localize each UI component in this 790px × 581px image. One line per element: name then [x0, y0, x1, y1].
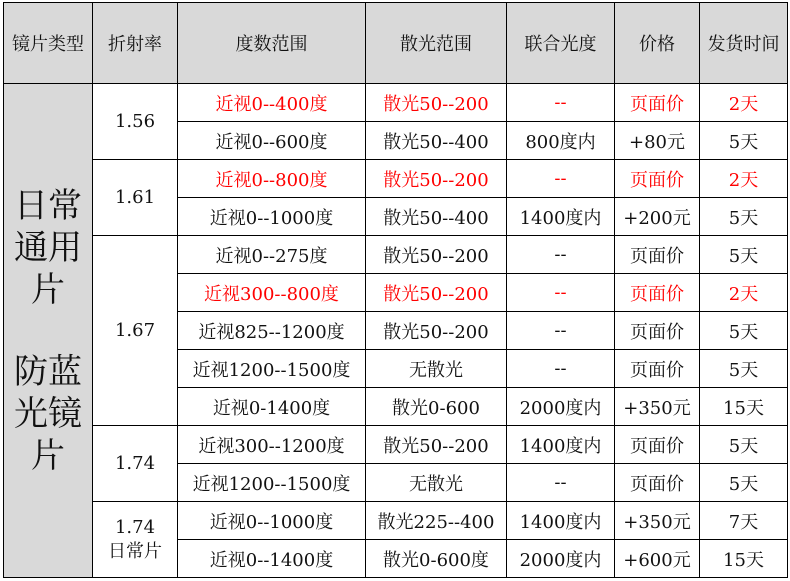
price-cell: 页面价: [615, 160, 700, 198]
table-row: [4, 426, 788, 464]
header-degree-range: 度数范围: [178, 3, 366, 84]
lens-type-line: 日常: [14, 185, 82, 226]
combined-cell: 2000度内: [507, 388, 615, 426]
combined-cell: 800度内: [507, 122, 615, 160]
header-ship-time: 发货时间: [700, 3, 788, 84]
header-astigmatism-range: 散光范围: [366, 3, 507, 84]
degree-cell: 近视0--600度: [178, 122, 366, 160]
combined-cell: --: [507, 312, 615, 350]
combined-cell: 1400度内: [507, 502, 615, 540]
refractive-index-note: 日常片: [108, 540, 162, 562]
price-cell: +350元: [615, 502, 700, 540]
header-combined-power: 联合光度: [507, 3, 615, 84]
astigmatism-cell: 散光50--400: [366, 122, 507, 160]
combined-cell: 2000度内: [507, 540, 615, 578]
price-cell: 页面价: [615, 426, 700, 464]
astigmatism-cell: 无散光: [366, 464, 507, 502]
price-cell: 页面价: [615, 274, 700, 312]
astigmatism-cell: 散光50--200: [366, 274, 507, 312]
degree-cell: 近视1200--1500度: [178, 464, 366, 502]
astigmatism-cell: 散光0-600度: [366, 540, 507, 578]
price-cell: 页面价: [615, 464, 700, 502]
lens-type-line: 光镜: [14, 393, 82, 434]
table-row: [4, 84, 788, 122]
table-row: [4, 236, 788, 274]
ship-time-cell: 5天: [700, 236, 788, 274]
lens-price-table: [3, 2, 788, 578]
ship-time-cell: 5天: [700, 350, 788, 388]
refractive-index-cell: 1.67: [93, 236, 178, 426]
degree-cell: 近视0--1000度: [178, 198, 366, 236]
price-cell: 页面价: [615, 84, 700, 122]
price-cell: +600元: [615, 540, 700, 578]
price-cell: 页面价: [615, 350, 700, 388]
lens-type-line: 防蓝: [14, 351, 82, 392]
astigmatism-cell: 散光225--400: [366, 502, 507, 540]
degree-cell: 近视825--1200度: [178, 312, 366, 350]
table-row: [4, 502, 788, 540]
degree-cell: 近视300--800度: [178, 274, 366, 312]
lens-type-cell: [4, 84, 93, 578]
lens-type-line: 片: [31, 435, 65, 476]
header-lens-type: 镜片类型: [4, 3, 93, 84]
lens-type-line: 通用: [14, 227, 82, 268]
ship-time-cell: 5天: [700, 122, 788, 160]
header-row: [4, 3, 788, 84]
combined-cell: --: [507, 464, 615, 502]
ship-time-cell: 7天: [700, 502, 788, 540]
ship-time-cell: 2天: [700, 274, 788, 312]
degree-cell: 近视0-1400度: [178, 388, 366, 426]
header-refractive-index: 折射率: [93, 3, 178, 84]
degree-cell: 近视0--1400度: [178, 540, 366, 578]
astigmatism-cell: 散光0-600: [366, 388, 507, 426]
astigmatism-cell: 散光50--200: [366, 312, 507, 350]
astigmatism-cell: 散光50--200: [366, 84, 507, 122]
ship-time-cell: 2天: [700, 84, 788, 122]
astigmatism-cell: 散光50--200: [366, 236, 507, 274]
astigmatism-cell: 散光50--400: [366, 198, 507, 236]
refractive-index-value: 1.74: [114, 516, 156, 538]
combined-cell: --: [507, 236, 615, 274]
price-cell: 页面价: [615, 312, 700, 350]
ship-time-cell: 5天: [700, 198, 788, 236]
refractive-index-cell: 1.61: [93, 160, 178, 236]
ship-time-cell: 5天: [700, 312, 788, 350]
ship-time-cell: 5天: [700, 464, 788, 502]
lens-type-line: 片: [31, 269, 65, 310]
refractive-index-cell: 1.56: [93, 84, 178, 160]
combined-cell: --: [507, 160, 615, 198]
degree-cell: 近视0--1000度: [178, 502, 366, 540]
combined-cell: --: [507, 274, 615, 312]
combined-cell: --: [507, 350, 615, 388]
astigmatism-cell: 散光50--200: [366, 426, 507, 464]
combined-cell: 1400度内: [507, 198, 615, 236]
degree-cell: 近视300--1200度: [178, 426, 366, 464]
astigmatism-cell: 散光50--200: [366, 160, 507, 198]
price-cell: +200元: [615, 198, 700, 236]
header-price: 价格: [615, 3, 700, 84]
ship-time-cell: 2天: [700, 160, 788, 198]
price-cell: +350元: [615, 388, 700, 426]
degree-cell: 近视0--275度: [178, 236, 366, 274]
refractive-index-cell: 1.74: [93, 426, 178, 502]
degree-cell: 近视1200--1500度: [178, 350, 366, 388]
combined-cell: 1400度内: [507, 426, 615, 464]
degree-cell: 近视0--800度: [178, 160, 366, 198]
price-cell: 页面价: [615, 236, 700, 274]
price-cell: +80元: [615, 122, 700, 160]
combined-cell: --: [507, 84, 615, 122]
ship-time-cell: 15天: [700, 540, 788, 578]
ship-time-cell: 15天: [700, 388, 788, 426]
ship-time-cell: 5天: [700, 426, 788, 464]
refractive-index-cell: [93, 502, 178, 578]
table-row: [4, 160, 788, 198]
degree-cell: 近视0--400度: [178, 84, 366, 122]
astigmatism-cell: 无散光: [366, 350, 507, 388]
